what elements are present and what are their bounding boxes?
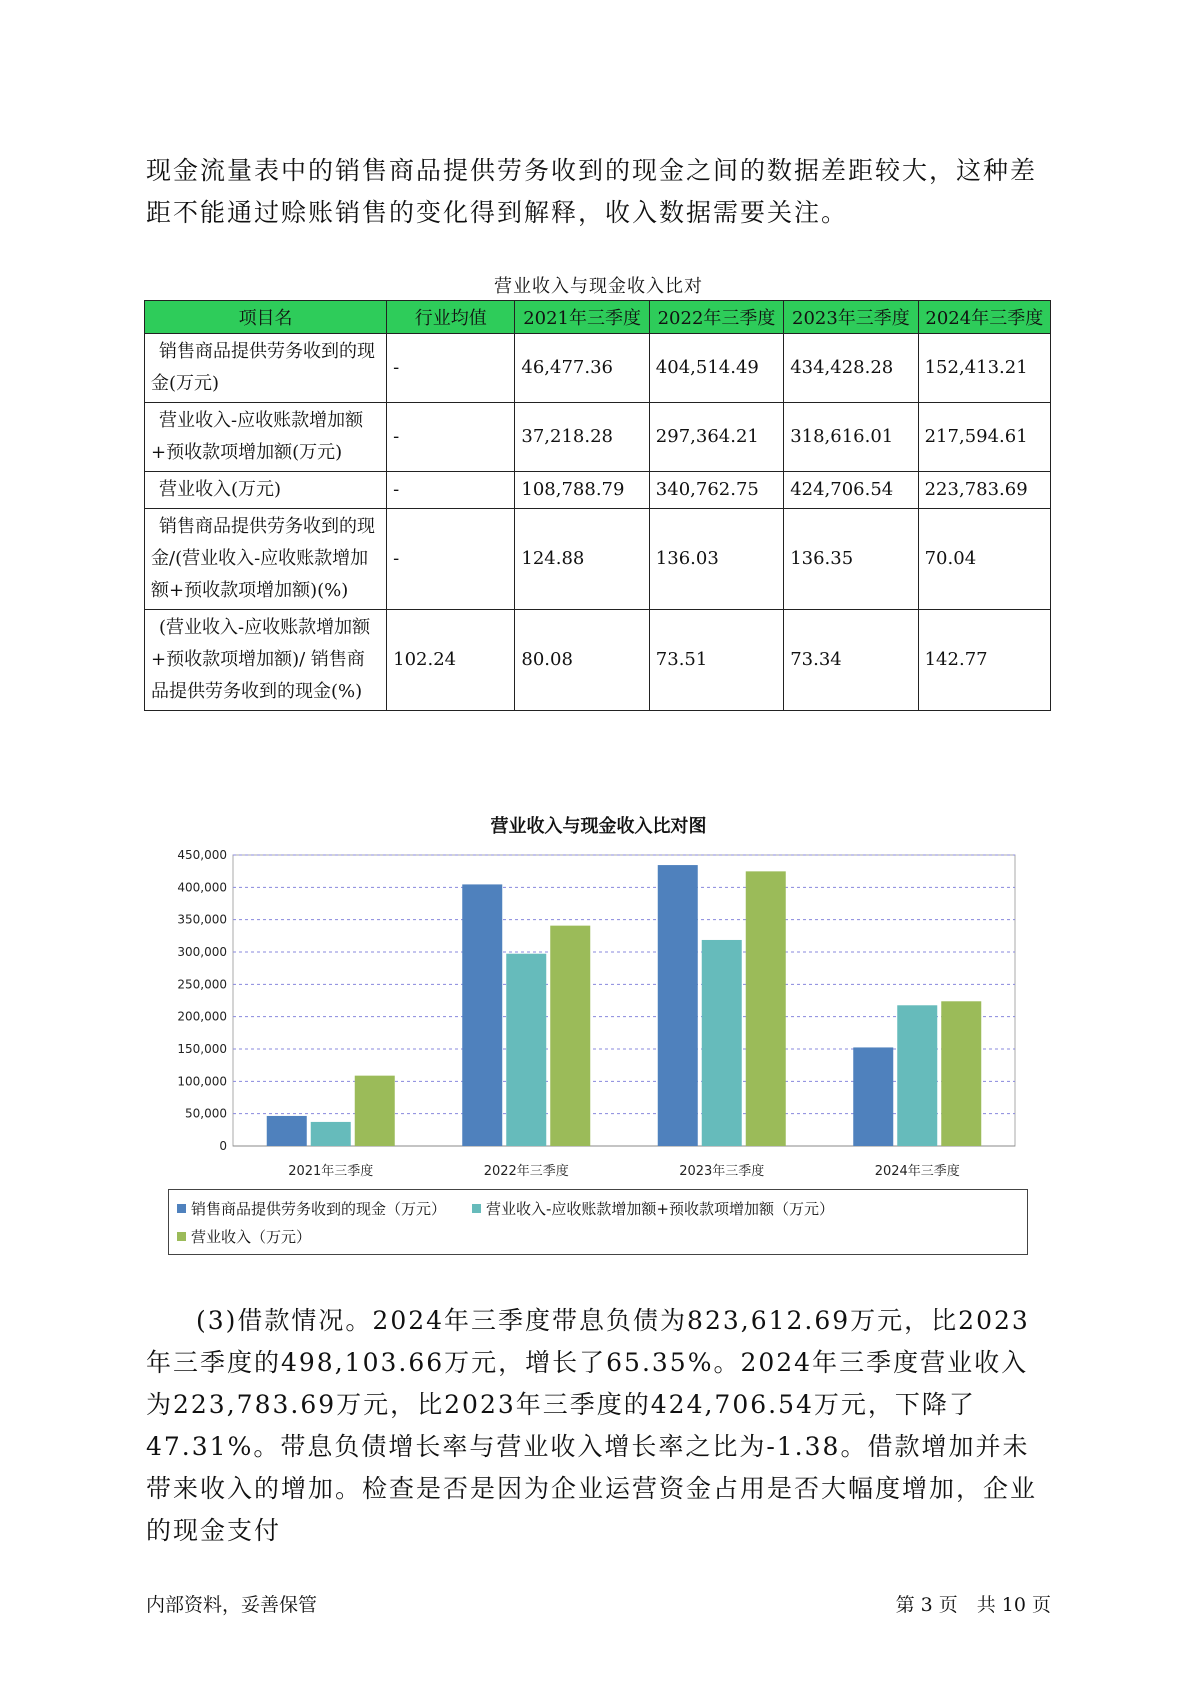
y-tick-label: 400,000 [177,880,227,895]
table-cell: 80.08 [515,610,649,711]
y-tick-label: 200,000 [177,1009,227,1024]
y-tick-label: 300,000 [177,945,227,959]
table-cell: 124.88 [515,509,649,610]
header-item-name: 项目名 [145,301,387,334]
y-tick-label: 0 [219,1139,227,1153]
bar [462,884,502,1146]
header-2021q3: 2021年三季度 [515,301,649,334]
table-cell: 73.51 [649,610,783,711]
chart-title: 营业收入与现金收入比对图 [490,816,707,837]
footer-confidential: 内部资料，妥善保管 [146,1594,318,1616]
row-label: 营业收入-应收账款增加额+预收款项增加额(万元) [145,403,387,472]
header-industry-avg: 行业均值 [387,301,515,334]
bar [853,1047,893,1146]
table-cell: - [387,472,515,509]
intro-paragraph: 现金流量表中的销售商品提供劳务收到的现金之间的数据差距较大，这种差距不能通过赊账销售的变化得到解释，收入数据需要关注。 [146,156,1038,227]
bar-chart [160,845,1040,1190]
bar [267,1116,307,1146]
y-tick-label: 50,000 [185,1106,227,1121]
bar [941,1001,981,1146]
table-row [145,610,1051,711]
table-cell: - [387,403,515,472]
y-tick-label: 350,000 [177,912,227,927]
table-cell: 152,413.21 [918,334,1050,403]
row-label: (营业收入-应收账款增加额+预收款项增加额)/ 销售商品提供劳务收到的现金(%) [145,610,387,711]
row-label: 营业收入(万元) [145,472,387,509]
table-cell: 318,616.01 [784,403,918,472]
table-cell: 46,477.36 [515,334,649,403]
table-cell: 223,783.69 [918,472,1050,509]
borrowing-paragraph: (3)借款情况。2024年三季度带息负债为823,612.69万元，比2023年三季度的498,103.66万元，增长了65.35%。2024年三季度营业收入为223,783.69万元，比2023年三季度的424,706.54万元，下降了47.31%。带息负债增长率与营业收入增长率之比为-1.38。借款增加并未带来收入的增加。检查是否是因为企业运营资金占用是否大幅度增加，企业的现金支付 [146,1306,1038,1545]
legend-swatch [177,1204,186,1213]
bar [702,940,742,1146]
bar [506,954,546,1146]
chart-legend [168,1189,1028,1255]
y-tick-label: 250,000 [177,977,227,992]
bar [746,871,786,1146]
header-2022q3: 2022年三季度 [649,301,783,334]
legend-swatch [472,1204,481,1213]
table-cell: 340,762.75 [649,472,783,509]
legend-item-adjusted-revenue [472,1198,834,1219]
legend-item-revenue [177,1226,311,1247]
table-cell: 424,706.54 [784,472,918,509]
table-cell: 404,514.49 [649,334,783,403]
table-row [145,403,1051,472]
y-tick-label: 450,000 [177,848,227,862]
bar [311,1122,351,1146]
header-2024q3: 2024年三季度 [918,301,1050,334]
table-cell: 102.24 [387,610,515,711]
table-header-row [145,301,1051,334]
table-cell: - [387,509,515,610]
y-tick-label: 100,000 [177,1074,227,1089]
table-row [145,334,1051,403]
header-2023q3: 2023年三季度 [784,301,918,334]
table-cell: 434,428.28 [784,334,918,403]
y-tick-label: 150,000 [177,1042,227,1056]
table-cell: 37,218.28 [515,403,649,472]
table-cell: 73.34 [784,610,918,711]
legend-item-cash [177,1198,446,1219]
table-row [145,509,1051,610]
table-caption: 营业收入与现金收入比对 [494,276,703,297]
table-cell: 142.77 [918,610,1050,711]
bar [550,926,590,1146]
row-label: 销售商品提供劳务收到的现金/(营业收入-应收账款增加额+预收款项增加额)(%) [145,509,387,610]
x-tick-label: 2023年三季度 [679,1164,765,1179]
x-tick-label: 2022年三季度 [483,1164,569,1179]
table-cell: - [387,334,515,403]
table-cell: 136.35 [784,509,918,610]
bar [658,865,698,1146]
bar [355,1076,395,1146]
legend-label: 营业收入（万元） [191,1228,312,1246]
legend-label: 销售商品提供劳务收到的现金（万元） [191,1200,447,1218]
table-cell: 297,364.21 [649,403,783,472]
table-row [145,472,1051,509]
table-cell: 136.03 [649,509,783,610]
x-tick-label: 2021年三季度 [288,1164,374,1179]
row-label: 销售商品提供劳务收到的现金(万元) [145,334,387,403]
table-cell: 108,788.79 [515,472,649,509]
comparison-table [144,300,1051,711]
x-tick-label: 2024年三季度 [874,1164,960,1179]
legend-label: 营业收入-应收账款增加额+预收款项增加额（万元） [486,1200,834,1218]
bar [897,1005,937,1146]
footer-page-number: 第 3 页 共 10 页 [895,1594,1051,1616]
table-cell: 217,594.61 [918,403,1050,472]
table-cell: 70.04 [918,509,1050,610]
legend-swatch [177,1232,186,1241]
